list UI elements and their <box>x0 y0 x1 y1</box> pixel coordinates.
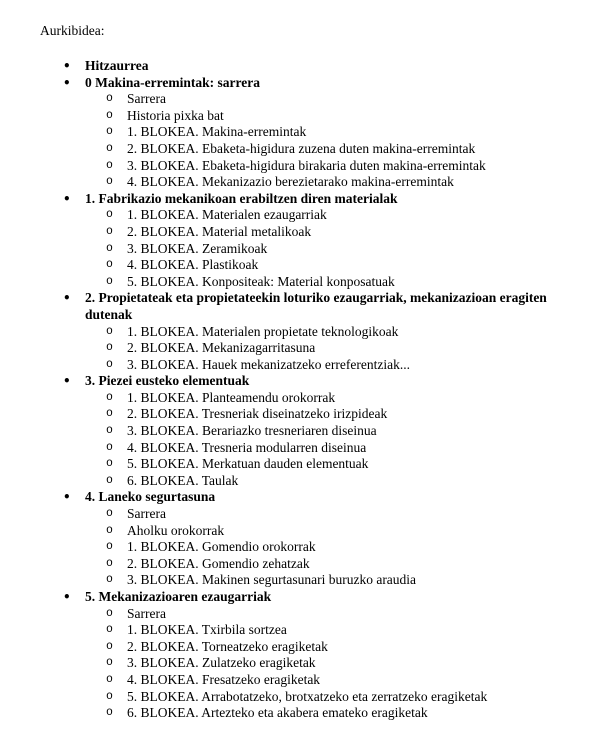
toc-item <box>40 539 564 556</box>
circle-bullet-icon: o <box>106 424 113 438</box>
disc-bullet-icon: • <box>63 191 71 206</box>
toc-item <box>40 241 564 258</box>
toc-section <box>40 75 564 92</box>
toc-item-label: 1. BLOKEA. Makina-erremintak <box>127 124 307 140</box>
circle-bullet-icon: o <box>106 241 113 255</box>
toc-section-label: 4. Laneko segurtasuna <box>85 489 216 505</box>
circle-bullet-icon: o <box>106 158 113 172</box>
circle-bullet-icon: o <box>106 540 113 554</box>
toc-item <box>40 158 564 175</box>
toc-section-label: 3. Piezei eusteko elementuak <box>85 373 250 389</box>
disc-bullet-icon: • <box>63 374 71 389</box>
toc-item <box>40 108 564 125</box>
toc-item <box>40 639 564 656</box>
toc-item-label: 2. BLOKEA. Material metalikoak <box>127 223 312 239</box>
toc-item <box>40 423 564 440</box>
toc-item-label: 2. BLOKEA. Torneatzeko eragiketak <box>127 638 328 654</box>
disc-bullet-icon: • <box>63 291 71 306</box>
toc-item-label: 3. BLOKEA. Hauek mekanizatzeko erreferentziak... <box>127 356 410 372</box>
toc-item-label: 1. BLOKEA. Gomendio orokorrak <box>127 539 316 555</box>
circle-bullet-icon: o <box>106 440 113 454</box>
disc-bullet-icon: • <box>63 590 71 604</box>
toc-item-label: 5. BLOKEA. Arrabotatzeko, brotxatzeko eta zerratzeko eragiketak <box>127 688 488 704</box>
toc-list <box>40 58 564 722</box>
toc-item <box>40 224 564 241</box>
circle-bullet-icon: o <box>106 108 113 122</box>
circle-bullet-icon: o <box>106 556 113 570</box>
toc-item-label: 6. BLOKEA. Artezteko eta akabera emateko eragiketak <box>127 705 428 721</box>
circle-bullet-icon: o <box>106 224 113 238</box>
toc-item <box>40 556 564 573</box>
toc-section <box>40 290 564 323</box>
toc-item <box>40 456 564 473</box>
toc-item <box>40 324 564 341</box>
circle-bullet-icon: o <box>106 390 113 404</box>
toc-item-label: 2. BLOKEA. Gomendio zehatzak <box>127 555 310 571</box>
toc-item-label: 4. BLOKEA. Fresatzeko eragiketak <box>127 671 321 687</box>
disc-bullet-icon: • <box>63 490 71 505</box>
circle-bullet-icon: o <box>106 689 113 703</box>
toc-item-label: 1. BLOKEA. Materialen ezaugarriak <box>127 207 327 223</box>
toc-item <box>40 523 564 540</box>
circle-bullet-icon: o <box>106 175 113 189</box>
toc-item <box>40 689 564 706</box>
toc-item <box>40 406 564 423</box>
toc-item <box>40 672 564 689</box>
toc-item <box>40 340 564 357</box>
toc-section-label: 0 Makina-erremintak: sarrera <box>85 74 260 90</box>
circle-bullet-icon: o <box>106 457 113 471</box>
disc-bullet-icon: • <box>63 75 71 90</box>
toc-item <box>40 390 564 407</box>
toc-item-label: 4. BLOKEA. Mekanizazio berezietarako makina-erremintak <box>127 174 454 190</box>
circle-bullet-icon: o <box>106 623 113 637</box>
toc-section <box>40 58 564 75</box>
circle-bullet-icon: o <box>106 341 113 355</box>
toc-section-label: 2. Propietateak eta propietateekin loturiko ezaugarriak, mekanizazioan eragiten dutenak <box>85 290 547 322</box>
toc-section-label: 1. Fabrikazio mekanikoan erabiltzen diren materialak <box>85 190 398 206</box>
circle-bullet-icon: o <box>106 573 113 587</box>
toc-item <box>40 506 564 523</box>
circle-bullet-icon: o <box>106 606 113 620</box>
circle-bullet-icon: o <box>106 125 113 139</box>
toc-item <box>40 705 564 722</box>
toc-item <box>40 124 564 141</box>
toc-item-label: 3. BLOKEA. Makinen segurtasunari buruzko araudia <box>127 572 417 588</box>
circle-bullet-icon: o <box>106 258 113 272</box>
toc-item-label: 5. BLOKEA. Konpositeak: Material konposatuak <box>127 273 395 289</box>
toc-item-label: Sarrera <box>127 605 166 621</box>
toc-item-label: 3. BLOKEA. Ebaketa-higidura birakaria duten makina-erremintak <box>127 157 486 173</box>
toc-item <box>40 473 564 490</box>
circle-bullet-icon: o <box>106 357 113 371</box>
disc-bullet-icon: • <box>63 59 71 73</box>
toc-item <box>40 174 564 191</box>
circle-bullet-icon: o <box>106 507 113 521</box>
circle-bullet-icon: o <box>106 208 113 222</box>
toc-item-label: 1. BLOKEA. Planteamendu orokorrak <box>127 389 336 405</box>
toc-item-label: 4. BLOKEA. Plastikoak <box>127 257 259 273</box>
circle-bullet-icon: o <box>106 141 113 155</box>
circle-bullet-icon: o <box>106 473 113 487</box>
toc-section-label: Hitzaurrea <box>85 58 149 73</box>
toc-item <box>40 622 564 639</box>
toc-item <box>40 141 564 158</box>
toc-section <box>40 191 564 208</box>
toc-item <box>40 357 564 374</box>
toc-section <box>40 589 564 606</box>
toc-item-label: Sarrera <box>127 91 166 107</box>
toc-item-label: 3. BLOKEA. Zeramikoak <box>127 240 268 256</box>
toc-item <box>40 257 564 274</box>
toc-item-label: 6. BLOKEA. Taulak <box>127 472 239 488</box>
toc-item-label: 3. BLOKEA. Berariazko tresneriaren diseinua <box>127 423 377 439</box>
toc-item-label: 4. BLOKEA. Tresneria modularren diseinua <box>127 439 367 455</box>
toc-item-label: Sarrera <box>127 506 166 522</box>
circle-bullet-icon: o <box>106 639 113 653</box>
toc-item <box>40 207 564 224</box>
toc-item <box>40 440 564 457</box>
circle-bullet-icon: o <box>106 324 113 338</box>
toc-item-label: 2. BLOKEA. Tresneriak diseinatzeko irizpideak <box>127 406 388 422</box>
toc-item-label: Historia pixka bat <box>127 107 224 123</box>
circle-bullet-icon: o <box>106 92 113 106</box>
toc-item-label: Aholku orokorrak <box>127 522 225 538</box>
circle-bullet-icon: o <box>106 407 113 421</box>
toc-item-label: 1. BLOKEA. Txirbila sortzea <box>127 622 287 638</box>
toc-item <box>40 606 564 623</box>
circle-bullet-icon: o <box>106 656 113 670</box>
toc-item <box>40 274 564 291</box>
toc-item <box>40 91 564 108</box>
circle-bullet-icon: o <box>106 274 113 288</box>
toc-section <box>40 373 564 390</box>
toc-item-label: 3. BLOKEA. Zulatzeko eragiketak <box>127 655 316 671</box>
page-title: Aurkibidea: <box>40 23 105 38</box>
circle-bullet-icon: o <box>106 523 113 537</box>
toc-item-label: 2. BLOKEA. Mekanizagarritasuna <box>127 340 316 356</box>
toc-section <box>40 489 564 506</box>
toc-item-label: 5. BLOKEA. Merkatuan dauden elementuak <box>127 456 369 472</box>
circle-bullet-icon: o <box>106 706 113 720</box>
toc-item-label: 2. BLOKEA. Ebaketa-higidura zuzena duten makina-erremintak <box>127 140 476 156</box>
toc-item-label: 1. BLOKEA. Materialen propietate teknologikoak <box>127 323 399 339</box>
toc-item <box>40 655 564 672</box>
circle-bullet-icon: o <box>106 672 113 686</box>
toc-item <box>40 572 564 589</box>
toc-section-label: 5. Mekanizazioaren ezaugarriak <box>85 589 272 604</box>
